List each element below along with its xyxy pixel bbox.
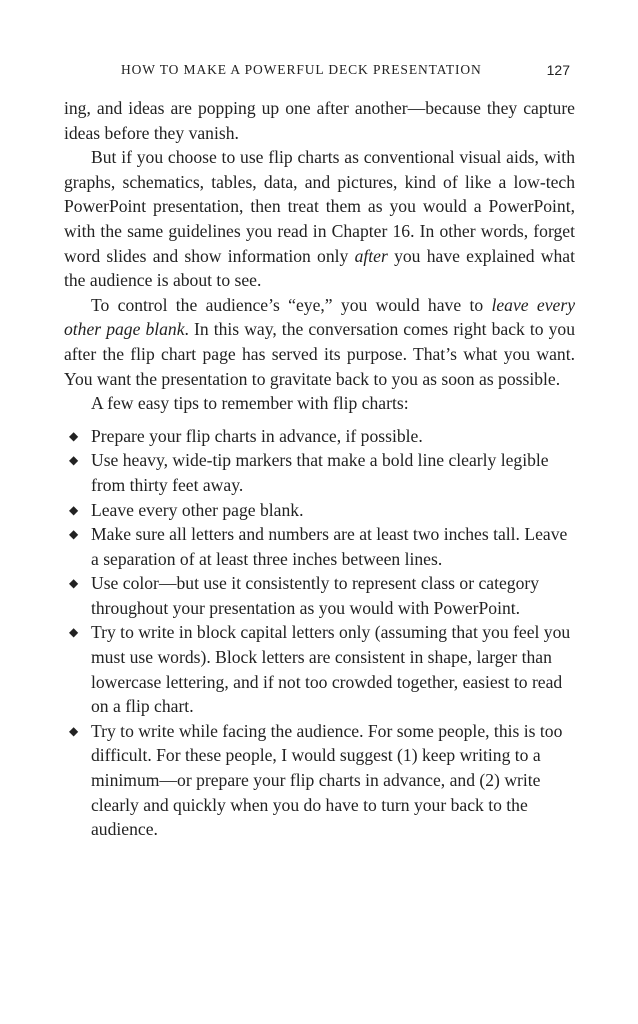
diamond-bullet-icon: ◆ (69, 527, 79, 542)
list-item-text: Leave every other page blank. (91, 499, 304, 520)
list-item (64, 522, 575, 571)
emphasis-leave-blank: leave every other page blank (64, 294, 575, 340)
list-item-text: Use heavy, wide-tip markers that make a bold line clearly legible from thirty feet away. (91, 450, 549, 495)
diamond-bullet-icon: ◆ (69, 625, 79, 640)
list-item (64, 719, 575, 842)
paragraph-text-tail: . In this way, the conversation comes right back to you after the flip chart page has served its purpose. That’s what you want. You want the presentation to gravitate back to you as soon as possible. (64, 319, 575, 389)
paragraph-text-tail: you have explained what the audience is about to see. (64, 245, 575, 291)
paragraph-flip-chart-visual-aids (64, 145, 575, 293)
list-item-text: Try to write in block capital letters only (assuming that you feel you must use words). Block letters are consistent in shape, larger than lowercase lettering, and if not too crowded together, easiest to read on a flip chart. (91, 622, 571, 717)
page-body (64, 96, 575, 842)
running-head (0, 62, 638, 82)
tips-list (64, 424, 575, 842)
list-item (64, 620, 575, 718)
list-item (64, 498, 575, 523)
list-item (64, 424, 575, 449)
diamond-bullet-icon: ◆ (69, 576, 79, 591)
emphasis-after: after (354, 245, 388, 266)
list-item (64, 571, 575, 620)
paragraph-text: But if you choose to use flip charts as conventional visual aids, with graphs, schematics, tables, data, and pictures, kind of like a low-tech PowerPoint presentation, then treat them as you would a PowerPoint, with the same guidelines you read in Chapter 16. In other words, forget word slides and show information only (64, 147, 575, 266)
diamond-bullet-icon: ◆ (69, 723, 79, 738)
list-item-text: Prepare your flip charts in advance, if possible. (91, 425, 423, 446)
diamond-bullet-icon: ◆ (69, 502, 79, 517)
paragraph-continuation: ing, and ideas are popping up one after another—because they capture ideas before they vanish. (64, 98, 575, 143)
paragraph-text: To control the audience’s “eye,” you would have to (91, 294, 484, 315)
list-item-text: Try to write while facing the audience. For some people, this is too difficult. For these people, I would suggest (1) keep writing to a minimum—or prepare your flip charts in advance, and (2) write clearly and quickly when you do have to turn your back to the audience. (91, 720, 563, 840)
running-title: HOW TO MAKE A POWERFUL DECK PRESENTATION (121, 62, 482, 77)
paragraph-control-eye (64, 293, 575, 391)
page-number: 127 (546, 62, 570, 78)
paragraph-tips-intro: A few easy tips to remember with flip charts: (91, 393, 409, 414)
list-item-text: Make sure all letters and numbers are at least two inches tall. Leave a separation of at least three inches between lines. (91, 524, 568, 569)
diamond-bullet-icon: ◆ (69, 453, 79, 468)
list-item (64, 448, 575, 497)
list-item-text: Use color—but use it consistently to represent class or category throughout your presentation as you would with PowerPoint. (91, 573, 540, 618)
diamond-bullet-icon: ◆ (69, 428, 79, 443)
